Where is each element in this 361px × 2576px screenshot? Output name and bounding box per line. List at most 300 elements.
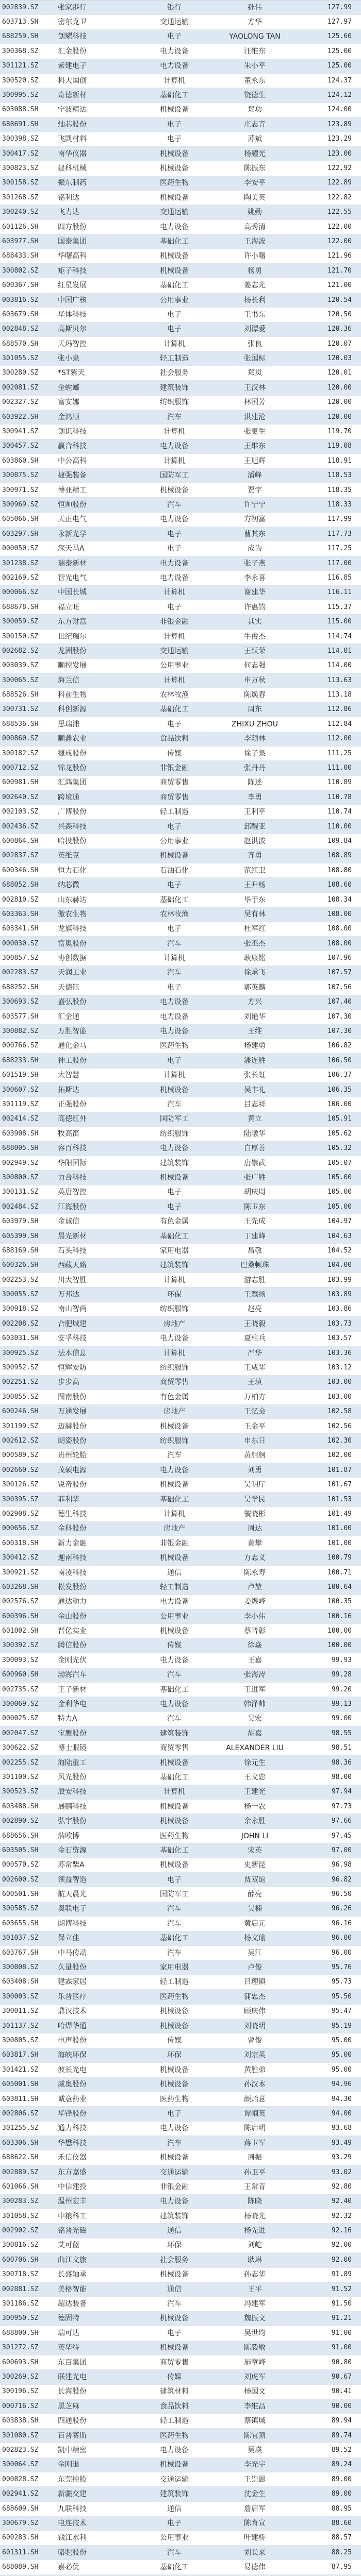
industry: 机械设备 — [160, 2270, 189, 2279]
score-value: 92.40 — [331, 2197, 352, 2206]
industry: 计算机 — [163, 1071, 185, 1080]
industry: 基础化工 — [160, 1846, 189, 1855]
manager-name: 方志义 — [244, 1554, 266, 1563]
industry: 基础化工 — [160, 895, 189, 904]
table-row — [0, 117, 361, 132]
stock-name: 海峡环保 — [58, 2051, 87, 2060]
industry: 电子 — [167, 881, 182, 890]
industry: 基础化工 — [160, 91, 189, 100]
industry: 电力设备 — [160, 1012, 189, 1021]
table-row — [0, 1069, 361, 1083]
industry: 电子 — [167, 2109, 182, 2118]
manager-name: 孙伟 — [248, 3, 262, 12]
stock-code: 603767.SH — [2, 1948, 39, 1957]
table-row — [0, 732, 361, 747]
stock-name: 海陆重工 — [58, 1758, 87, 1767]
table-row — [0, 1814, 361, 1828]
stock-name: 傲农生物 — [58, 910, 87, 919]
table-row — [0, 2385, 361, 2399]
table-row — [0, 2122, 361, 2136]
score-value: 102.56 — [327, 1422, 352, 1430]
manager-name: 耿康铭 — [244, 954, 266, 963]
score-value: 101.53 — [327, 1495, 352, 1503]
table-row — [0, 951, 361, 965]
stock-code: 300995.SZ — [2, 91, 39, 99]
score-value: 95.00 — [331, 2051, 352, 2059]
stock-name: 恒力石化 — [58, 866, 87, 875]
stock-code: 000716.SZ — [2, 2402, 39, 2410]
stock-name: 牧高笛 — [58, 1129, 79, 1138]
industry: 轻工制造 — [160, 1583, 189, 1591]
manager-name: 汪维东 — [244, 47, 266, 56]
industry: 纺织服饰 — [160, 1129, 189, 1138]
stock-name: 久量股份 — [58, 1963, 87, 1972]
manager-name: 成为 — [248, 545, 262, 553]
stock-name: 红星发展 — [58, 281, 87, 290]
stock-name: 跨境通 — [58, 793, 79, 802]
stock-name: 风光股份 — [58, 1773, 87, 1782]
manager-name: 董永东 — [244, 76, 266, 85]
table-row — [0, 59, 361, 74]
manager-name: 许宁宁 — [244, 500, 266, 509]
table-row — [0, 2429, 361, 2443]
industry: 机械设备 — [160, 1481, 189, 1489]
stock-name: 科前生物 — [58, 691, 87, 700]
industry: 非银金融 — [160, 764, 189, 773]
score-value: 102.00 — [327, 1451, 352, 1460]
table-row — [0, 1624, 361, 1638]
table-row — [0, 688, 361, 702]
industry: 电子 — [167, 135, 182, 144]
table-row — [0, 483, 361, 498]
score-value: 123.89 — [327, 120, 352, 128]
manager-name: 夏柱兵 — [244, 1334, 266, 1343]
industry: 公用事业 — [160, 662, 189, 670]
stock-name: 中国广核 — [58, 296, 87, 304]
industry: 建筑材料 — [160, 2387, 189, 2396]
industry: 电子 — [167, 983, 182, 992]
manager-name: 杨一农 — [244, 1802, 266, 1811]
industry: 计算机 — [163, 76, 185, 85]
stock-code: 300520.SZ — [2, 76, 39, 84]
score-value: 94.00 — [331, 2109, 352, 2117]
table-row — [0, 1566, 361, 1580]
manager-name: 李光宇 — [244, 2461, 266, 2469]
manager-name: 饶德生 — [244, 91, 266, 100]
manager-name: 陈永寿 — [244, 1568, 266, 1577]
industry: 电力设备 — [160, 223, 189, 231]
stock-name: 瑞可达 — [58, 2329, 79, 2337]
table-row — [0, 2297, 361, 2311]
manager-name: 王嘉 — [248, 1656, 262, 1665]
table-row — [0, 1112, 361, 1127]
table-row — [0, 1419, 361, 1434]
manager-name: 刘潭爱 — [244, 325, 266, 334]
stock-name: 协创数据 — [58, 954, 87, 963]
stock-name: 图南股份 — [58, 1393, 87, 1401]
table-row — [0, 2048, 361, 2063]
stock-code: 002414.SZ — [2, 1115, 39, 1123]
table-row — [0, 556, 361, 571]
stock-name: 迦南科技 — [58, 1554, 87, 1563]
stock-name: 骆驼股份 — [58, 2548, 87, 2557]
stock-name: 海兰信 — [58, 676, 79, 685]
manager-name: 王升杨 — [244, 881, 266, 890]
table-row — [0, 425, 361, 439]
industry: 计算机 — [163, 676, 185, 685]
table-row — [0, 2546, 361, 2560]
table-row — [0, 1741, 361, 1755]
score-value: 120.01 — [327, 369, 352, 377]
table-row — [0, 44, 361, 59]
stock-code: 300607.SZ — [2, 1086, 39, 1094]
table-row — [0, 1522, 361, 1536]
manager-name: 卢堃 — [248, 1583, 262, 1591]
industry: 机械设备 — [160, 106, 189, 114]
table-row — [0, 1756, 361, 1770]
table-row — [0, 2472, 361, 2487]
score-value: 121.70 — [327, 266, 352, 275]
stock-name: 中信建投 — [58, 2182, 87, 2191]
table-row — [0, 147, 361, 161]
manager-name: 姜煜峰 — [244, 1598, 266, 1606]
stock-code: 300003.SZ — [2, 1992, 39, 2001]
score-value: 107.30 — [327, 1012, 352, 1021]
score-value: 89.24 — [331, 2461, 352, 2469]
manager-name: 沈金生 — [244, 2490, 266, 2499]
stock-name: 黑芝麻 — [58, 2402, 79, 2411]
score-value: 89.00 — [331, 2475, 352, 2483]
manager-name: 吴学民 — [244, 1495, 266, 1504]
table-row — [0, 630, 361, 644]
stock-name: 安孚科技 — [58, 1334, 87, 1343]
stock-name: 南华仪器 — [58, 149, 87, 158]
table-row — [0, 337, 361, 351]
stock-name: 通达动力 — [58, 1598, 87, 1606]
industry: 电力设备 — [160, 62, 189, 71]
stock-name: 禾信仪器 — [58, 2154, 87, 2162]
stock-code: 000570.SZ — [2, 1861, 39, 1869]
stock-name: 西藏天路 — [58, 1261, 87, 1270]
score-value: 114.74 — [327, 632, 352, 640]
stock-code: 002881.SZ — [2, 2285, 39, 2293]
stock-code: 600367.SH — [2, 281, 39, 290]
table-row — [0, 1287, 361, 1302]
table-row — [0, 1478, 361, 1492]
industry: 汽车 — [167, 939, 182, 948]
score-value: 100.79 — [327, 1554, 352, 1562]
industry: 机械设备 — [160, 1817, 189, 1826]
table-row — [0, 2531, 361, 2546]
table-row — [0, 834, 361, 849]
stock-code: 300269.SZ — [2, 2372, 39, 2381]
industry: 轻工制造 — [160, 354, 189, 363]
industry: 电子 — [167, 1188, 182, 1197]
table-row — [0, 2326, 361, 2341]
industry: 纺织服饰 — [160, 1436, 189, 1445]
table-row — [0, 2355, 361, 2370]
table-row — [0, 1273, 361, 1287]
stock-code: 600960.SH — [2, 1671, 39, 1679]
stock-code: 603088.SH — [2, 106, 39, 114]
score-value: 92.80 — [331, 2182, 352, 2191]
industry: 环保 — [167, 2241, 182, 2250]
score-value: 104.97 — [327, 1217, 352, 1226]
stock-name: 松发股份 — [58, 1583, 87, 1591]
stock-name: 汇鸿集团 — [58, 778, 87, 787]
stock-code: 600706.SH — [2, 2256, 39, 2264]
table-row — [0, 2165, 361, 2180]
manager-name: 王维 — [248, 1027, 262, 1036]
stock-code: 301421.SZ — [2, 2065, 39, 2074]
industry: 机械设备 — [160, 149, 189, 158]
stock-name: 苏常柴A — [58, 1861, 85, 1870]
manager-name: 黄启元 — [244, 1919, 266, 1928]
table-row — [0, 1361, 361, 1375]
stock-name: 力合科技 — [58, 1173, 87, 1182]
industry: 计算机 — [163, 456, 185, 465]
stock-name: 长海股份 — [58, 2387, 87, 2396]
stock-code: 002806.SZ — [2, 2109, 39, 2117]
industry: 汽车 — [167, 2548, 182, 2557]
table-row — [0, 863, 361, 878]
industry: 计算机 — [163, 1788, 185, 1797]
score-value: 91.21 — [331, 2314, 352, 2323]
stock-code: 600693.SH — [2, 2358, 39, 2366]
table-row — [0, 2487, 361, 2501]
manager-name: 吕理镇 — [244, 1978, 266, 1987]
stock-code: 000066.SZ — [2, 588, 39, 597]
table-row — [0, 1507, 361, 1521]
stock-name: 天润工业 — [58, 969, 87, 977]
stock-code: 300011.SZ — [2, 2007, 39, 2015]
stock-code: 300126.SZ — [2, 1481, 39, 1489]
stock-code: 300622.SZ — [2, 1744, 39, 1752]
score-value: 108.34 — [327, 895, 352, 904]
industry: 计算机 — [163, 1510, 185, 1518]
stock-name: 江海股份 — [58, 1202, 87, 1211]
stock-code: 300882.SZ — [2, 1027, 39, 1036]
stock-code: 300693.SZ — [2, 998, 39, 1006]
table-row — [0, 2005, 361, 2019]
table-row — [0, 790, 361, 805]
stock-name: 南凌科技 — [58, 1568, 87, 1577]
stock-name: 贵州轮胎 — [58, 1451, 87, 1460]
stock-name: 矩子科技 — [58, 266, 87, 275]
stock-code: 300069.SZ — [2, 1700, 39, 1708]
score-value: 94.96 — [331, 2080, 352, 2089]
table-row — [0, 2019, 361, 2033]
score-value: 89.74 — [331, 2431, 352, 2439]
manager-name: 王咸华 — [244, 1364, 266, 1372]
table-row — [0, 1990, 361, 2004]
stock-name: 创识科技 — [58, 428, 87, 436]
stock-code: 603655.SH — [2, 1919, 39, 1927]
table-row — [0, 1843, 361, 1858]
table-row — [0, 366, 361, 381]
table-row — [0, 2268, 361, 2282]
stock-code: 600283.SH — [2, 2534, 39, 2542]
industry: 传媒 — [167, 749, 182, 758]
stock-name: 容百科技 — [58, 1144, 87, 1153]
industry: 汽车 — [167, 413, 182, 421]
score-value: 88.57 — [331, 2534, 352, 2542]
industry: 计算机 — [163, 954, 185, 963]
industry: 非银金融 — [160, 618, 189, 626]
score-value: 125.60 — [327, 32, 352, 41]
manager-name: 黄立 — [248, 1115, 262, 1124]
industry: 交通运输 — [160, 647, 189, 655]
stock-name: 中粮科工 — [58, 2212, 87, 2221]
manager-name: 姜志光 — [244, 281, 266, 290]
stock-code: 601311.SH — [2, 2548, 39, 2556]
table-row — [0, 2399, 361, 2414]
score-value: 125.00 — [327, 62, 352, 70]
stock-name: 曲江文旅 — [58, 2256, 87, 2264]
manager-name: 范红卫 — [244, 866, 266, 875]
stock-code: 300457.SZ — [2, 442, 39, 450]
stock-name: 晋亿实业 — [58, 1627, 87, 1636]
table-row — [0, 2502, 361, 2516]
industry: 机械设备 — [160, 1758, 189, 1767]
manager-name: 许小曙 — [244, 252, 266, 261]
table-row — [0, 1931, 361, 1946]
stock-code: 601002.SH — [2, 1627, 39, 1635]
score-value: 108.00 — [327, 910, 352, 918]
stock-name: 电连技术 — [58, 2519, 87, 2528]
score-value: 115.00 — [327, 618, 352, 626]
score-value: 97.94 — [331, 1788, 352, 1796]
table-row — [0, 1200, 361, 1214]
stock-name: 王子新材 — [58, 1685, 87, 1694]
score-value: 110.74 — [327, 808, 352, 816]
manager-name: 徐元生 — [244, 1758, 266, 1767]
manager-name: 张广胜 — [244, 1173, 266, 1182]
table-row — [0, 132, 361, 147]
stock-code: 002682.SZ — [2, 647, 39, 655]
stock-code: 300412.SZ — [2, 1554, 39, 1562]
table-row — [0, 2414, 361, 2428]
stock-code: 603268.SH — [2, 1583, 39, 1591]
score-value: 113.18 — [327, 691, 352, 699]
industry: 机械设备 — [160, 2461, 189, 2469]
table-row — [0, 498, 361, 512]
score-value: 89.94 — [331, 2417, 352, 2425]
stock-name: 金石资源 — [58, 1846, 87, 1855]
table-row — [0, 922, 361, 937]
industry: 机械设备 — [160, 1554, 189, 1563]
industry: 家用电器 — [160, 1963, 189, 1972]
stock-code: 300523.SZ — [2, 1788, 39, 1796]
industry: 机械设备 — [160, 2065, 189, 2074]
table-row — [0, 1580, 361, 1595]
stock-code: 301037.SZ — [2, 1934, 39, 1942]
score-value: 103.99 — [327, 1276, 352, 1284]
stock-name: 东方嘉盛 — [58, 2168, 87, 2177]
industry: 有色金属 — [160, 1393, 189, 1401]
industry: 基础化工 — [160, 1232, 189, 1241]
industry: 通信 — [167, 2227, 182, 2235]
industry: 基础化工 — [160, 705, 189, 714]
score-value: 101.67 — [327, 1481, 352, 1489]
score-value: 105.00 — [327, 1202, 352, 1211]
manager-name: 严华 — [248, 1349, 262, 1358]
table-row — [0, 805, 361, 819]
score-value: 100.00 — [327, 1641, 352, 1650]
manager-name: 王跃荣 — [244, 647, 266, 655]
manager-name: 易德伟 — [244, 2563, 266, 2572]
stock-code: 002640.SZ — [2, 793, 39, 801]
manager-name: 杨国文 — [244, 2387, 266, 2396]
manager-name: 张丕杰 — [244, 939, 266, 948]
manager-name: 齐勇 — [248, 852, 262, 860]
stock-code: 002047.SZ — [2, 1729, 39, 1737]
stock-code: 002253.SZ — [2, 1276, 39, 1284]
score-value: 122.82 — [327, 193, 352, 201]
stock-name: 万胜智能 — [58, 1027, 87, 1036]
table-row — [0, 878, 361, 892]
stock-code: 688005.SH — [2, 1144, 39, 1153]
table-row — [0, 1975, 361, 1990]
score-value: 100.35 — [327, 1598, 352, 1606]
manager-name: 余永胜 — [244, 1817, 266, 1826]
table-row — [0, 1902, 361, 1917]
manager-name: 王海波 — [244, 237, 266, 246]
stock-code: 603679.SH — [2, 310, 39, 318]
stock-code: 603577.SH — [2, 1012, 39, 1021]
score-value: 103.36 — [327, 1349, 352, 1357]
industry: 建筑装饰 — [160, 1261, 189, 1270]
score-value: 105.00 — [327, 1173, 352, 1181]
stock-code: 300950.SZ — [2, 2314, 39, 2323]
stock-code: 002837.SZ — [2, 852, 39, 860]
stock-name: 九联科技 — [58, 2504, 87, 2513]
score-value: 106.82 — [327, 1042, 352, 1050]
table-row — [0, 820, 361, 834]
manager-name: 吴明厅 — [244, 1481, 266, 1489]
stock-name: 英维克 — [58, 852, 79, 860]
score-value: 118.53 — [327, 471, 352, 480]
manager-name: 庄志青 — [244, 120, 266, 129]
stock-code: 603811.SH — [2, 2095, 39, 2103]
industry: 农林牧渔 — [160, 691, 189, 700]
manager-name: 方兴 — [248, 998, 262, 1007]
stock-name: 中公高科 — [58, 456, 87, 465]
stock-name: 合肥城建 — [58, 1319, 87, 1328]
industry: 食品饮料 — [160, 2402, 189, 2411]
stock-code: 688656.SH — [2, 1832, 39, 1840]
manager-name: 赵洪波 — [244, 837, 266, 845]
stock-name: 东方财富 — [58, 618, 87, 626]
manager-name: 谢建华 — [244, 588, 266, 597]
table-row — [0, 1653, 361, 1668]
stock-code: 002169.SZ — [2, 573, 39, 582]
industry: 基础化工 — [160, 1773, 189, 1782]
table-row — [0, 234, 361, 249]
stock-name: 哈焊华通 — [58, 2022, 87, 2030]
score-value: 120.00 — [327, 383, 352, 392]
score-value: 119.70 — [327, 428, 352, 436]
score-value: 108.89 — [327, 852, 352, 860]
industry: 电子 — [167, 822, 182, 831]
industry: 基础化工 — [160, 237, 189, 246]
industry: 通信 — [167, 1568, 182, 1577]
stock-code: 300875.SZ — [2, 471, 39, 480]
score-value: 117.00 — [327, 559, 352, 567]
manager-name: 史新昆 — [244, 1861, 266, 1870]
score-value: 107.56 — [327, 983, 352, 991]
score-value: 107.57 — [327, 969, 352, 977]
